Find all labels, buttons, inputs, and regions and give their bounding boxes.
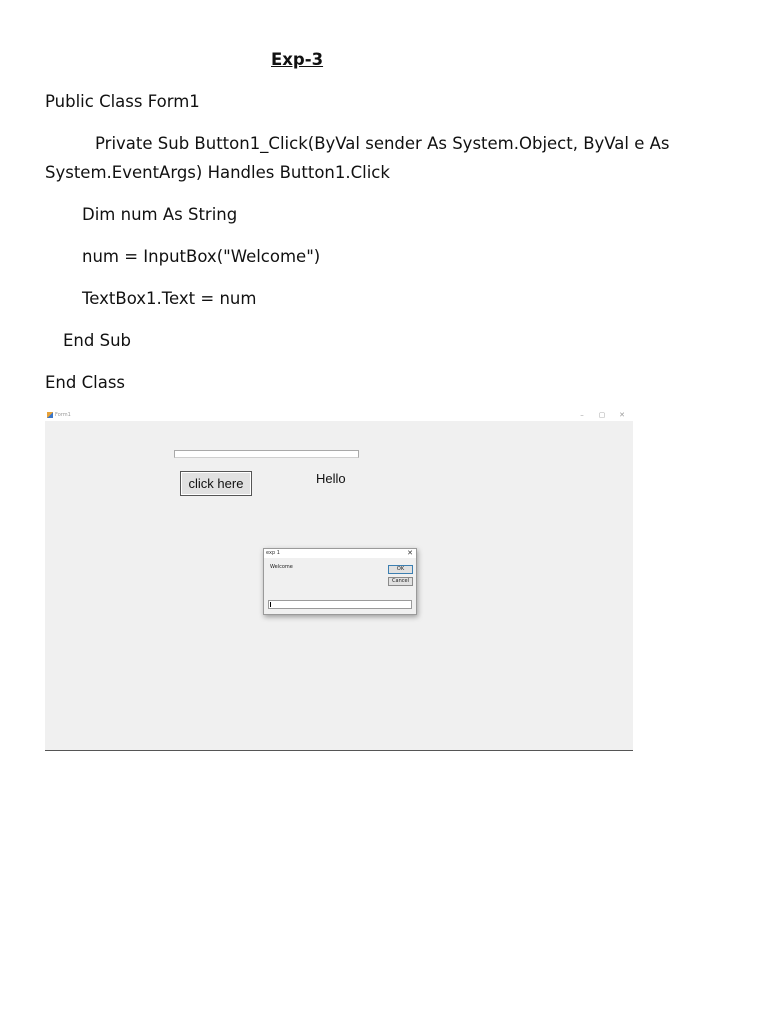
click-here-button[interactable]: click here: [180, 471, 252, 496]
minimize-icon[interactable]: –: [580, 411, 584, 419]
form1-window: [45, 409, 633, 751]
code-line-class-declaration: Public Class Form1: [45, 92, 200, 111]
document-title: Exp-3: [271, 50, 324, 69]
dialog-title: exp 1: [266, 550, 280, 556]
dialog-titlebar: [264, 549, 416, 558]
dialog-prompt: Welcome: [270, 564, 293, 570]
code-line-textbox-assign: TextBox1.Text = num: [82, 289, 257, 308]
textbox1[interactable]: [174, 450, 359, 458]
code-line-inputbox: num = InputBox("Welcome"): [82, 247, 321, 266]
code-line-sub-declaration-continued: System.EventArgs) Handles Button1.Click: [45, 163, 390, 182]
ok-button[interactable]: OK: [388, 565, 413, 574]
text-caret: [270, 602, 271, 607]
maximize-icon[interactable]: ▢: [598, 411, 606, 419]
form1-titlebar: [45, 409, 633, 421]
app-icon: [47, 412, 53, 418]
form1-title: Form1: [55, 412, 71, 418]
close-icon[interactable]: ✕: [619, 411, 625, 419]
code-line-end-class: End Class: [45, 373, 126, 392]
code-line-sub-declaration: Private Sub Button1_Click(ByVal sender As System.Object, ByVal e As: [95, 134, 670, 153]
inputbox-dialog: [263, 548, 417, 615]
screenshot-bottom-edge: [45, 750, 633, 751]
dialog-input-field[interactable]: [268, 600, 412, 609]
code-line-end-sub: End Sub: [63, 331, 132, 350]
hello-label: Hello: [316, 471, 346, 486]
dialog-close-icon[interactable]: ✕: [407, 549, 413, 557]
cancel-button[interactable]: Cancel: [388, 577, 413, 586]
code-line-dim: Dim num As String: [82, 205, 238, 224]
